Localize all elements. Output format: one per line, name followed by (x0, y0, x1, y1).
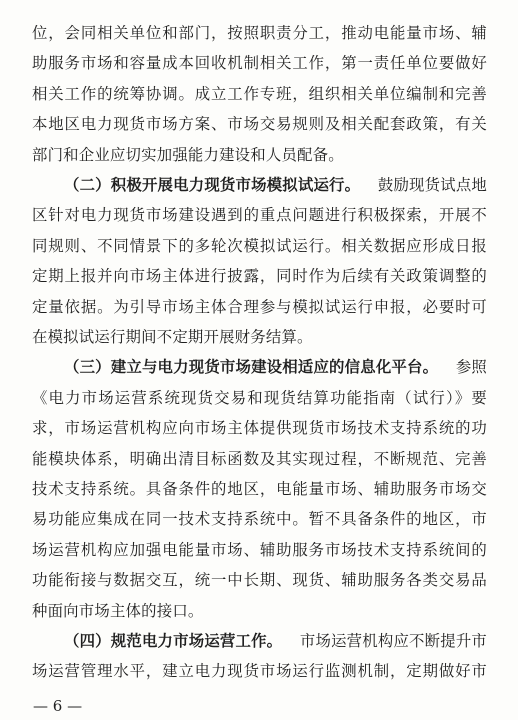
paragraph-line: 《电力市场运营系统现货交易和现货结算功能指南（试行）》要 (32, 388, 487, 407)
paragraph-text: 参照 (455, 358, 487, 377)
paragraph-line: 在模拟试运行期间不定期开展财务结算。 (32, 328, 313, 346)
paragraph-line: 种面向市场主体的接口。 (32, 601, 204, 620)
paragraph-line: 求，市场运营机构应向市场主体提供现货市场技术支持系统的功 (32, 419, 487, 438)
paragraph-line: 易功能应集成在同一技术支持系统中。暂不具备条件的地区，市 (32, 510, 487, 529)
paragraph-line: 部门和企业应切实加强能力建设和人员配备。 (32, 145, 344, 164)
paragraph-text: 鼓励现货试点地 (377, 176, 487, 194)
paragraph-line: 技术支持系统。具备条件的地区，电能量市场、辅助服务市场交 (32, 480, 487, 498)
paragraph-line: 能模块体系，明确出清目标函数及其实现过程，不断规范、完善 (32, 449, 487, 468)
paragraph-line: 场运营机构应加强电能量市场、辅助服务市场技术支持系统间的 (32, 540, 487, 559)
section-heading-line (64, 175, 487, 195)
paragraph-line: 场运营管理水平，建立电力现货市场运行监测机制，定期做好市 (32, 662, 487, 681)
paragraph-line: 位，会同相关单位和部门，按照职责分工，推动电能量市场、辅 (32, 24, 487, 42)
section-heading-line (64, 631, 487, 651)
paragraph-line: 定期上报并向市场主体进行披露，同时作为后续有关政策调整的 (32, 267, 487, 286)
paragraph-line: 助服务市场和容量成本回收机制相关工作，第一责任单位要做好 (32, 54, 487, 73)
paragraph-text: 市场运营机构应不断提升市 (299, 632, 487, 650)
paragraph-line: 定量依据。为引导市场主体合理参与模拟试运行申报，必要时可 (32, 297, 487, 316)
paragraph-line: 本地区电力现货市场方案、市场交易规则及相关配套政策，有关 (32, 115, 487, 134)
section-heading: （三）建立与电力现货市场建设相适应的信息化平台。 (64, 358, 439, 377)
paragraph-line: 同规则、不同情景下的多轮次模拟试运行。相关数据应形成日报 (32, 236, 487, 255)
section-heading: （四）规范电力市场运营工作。 (64, 632, 283, 650)
paragraph-line: 相关工作的统筹协调。成立工作专班，组织相关单位编制和完善 (32, 84, 487, 103)
paragraph-line: 功能衔接与数据交互，统一中长期、现货、辅助服务各类交易品 (32, 571, 487, 590)
section-heading: （二）积极开展电力现货市场模拟试运行。 (64, 176, 361, 194)
paragraph-line: 区针对电力现货市场建设遇到的重点问题进行积极探索，开展不 (32, 206, 487, 225)
page-number: — 6 — (33, 697, 83, 715)
section-heading-line (64, 357, 487, 377)
